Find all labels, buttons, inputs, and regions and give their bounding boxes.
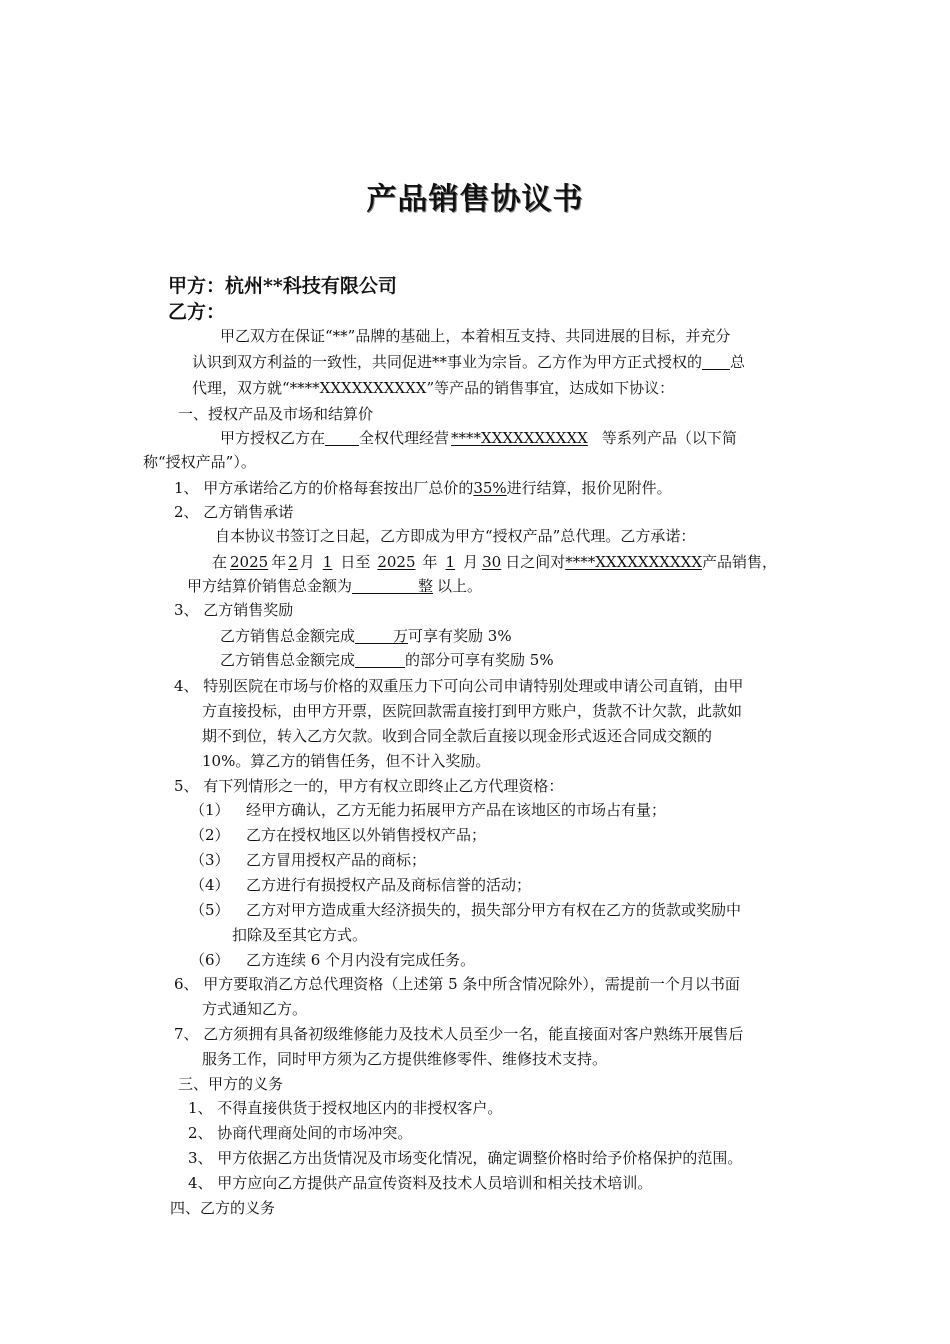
blank-field [355,652,405,668]
item-6-line-2: 方式通知乙方。 [202,1000,308,1018]
section-1-line-2: 称“授权产品”）。 [143,453,256,471]
intro-line-3: 代理，双方就“****XXXXXXXXXX”等产品的销售事宜，达成如下协议： [192,379,675,397]
item-3-heading: 3、 乙方销售奖励 [174,601,294,619]
item-5-sub-6: （6） 乙方连续 6 个月内没有完成任务。 [190,951,476,969]
section-3-item-4: 4、 甲方应向乙方提供产品宣传资料及技术人员培训和相关技术培训。 [188,1174,653,1192]
item-5-sub-1: （1） 经甲方确认，乙方无能力拓展甲方产品在该地区的市场占有量； [190,801,667,819]
blank-field [355,628,393,644]
item-5-sub-3: （3） 乙方冒用授权产品的商标； [190,851,427,869]
document-title: 产品销售协议书 [366,182,584,217]
item-3-line-2: 乙方销售总金额完成 的部分可享有奖励 5% [220,651,554,669]
intro-line-2: 认识到双方利益的一致性，共同促进**事业为宗旨。乙方作为甲方正式授权的 总 [192,353,746,371]
item-7-line-2: 服务工作，同时甲方须为乙方提供维修零件、维修技术支持。 [202,1050,608,1068]
section-3-item-2: 2、 协商代理商处间的市场冲突。 [188,1124,413,1142]
intro-line-1: 甲乙双方在保证“**”品牌的基础上，本着相互支持、共同进展的目标，并充分 [220,327,731,345]
section-3-heading: 三、甲方的义务 [178,1075,284,1093]
item-4-line-2: 方直接投标，由甲方开票，医院回款需直接打到甲方账户，货款不计欠款，此款如 [202,702,743,720]
item-2-line-1: 自本协议书签订之日起，乙方即成为甲方“授权产品”总代理。乙方承诺： [215,527,696,545]
item-2-date-line: 在 2025 年 2 月 1 日至 2025 年 1 月 30 日之间对****XXXXXXXXXX产品销售， [212,553,778,571]
item-5-sub-5: （5） 乙方对甲方造成重大经济损失的，损失部分甲方有权在乙方的货款或奖励中 [190,901,742,919]
blank-field [702,354,730,370]
item-5-sub-5-cont: 扣除及至其它方式。 [232,926,368,944]
item-1: 1、 甲方承诺给乙方的价格每套按出厂总价的35%进行结算，报价见附件。 [174,479,672,497]
product-code: ****XXXXXXXXXX [451,429,588,447]
blank-field [325,430,359,446]
settlement-percent: 35% [473,479,507,497]
party-a: 甲方：杭州**科技有限公司 [168,275,397,297]
section-1-heading: 一、授权产品及市场和结算价 [178,405,374,423]
item-5-sub-2: （2） 乙方在授权地区以外销售授权产品； [190,826,487,844]
item-5-sub-4: （4） 乙方进行有损授权产品及商标信誉的活动； [190,876,532,894]
item-2-line-3: 甲方结算价销售总金额为 整 以上。 [187,577,483,595]
item-2-heading: 2、 乙方销售承诺 [174,503,294,521]
section-4-heading: 四、乙方的义务 [170,1199,276,1217]
blank-field [352,578,418,594]
item-7-line-1: 7、 乙方须拥有具备初级维修能力及技术人员至少一名，能直接面对客户熟练开展售后 [174,1025,744,1043]
item-4-line-3: 期不到位，转入乙方欠款。收到合同全款后直接以现金形式返还合同成交额的 [202,727,713,745]
party-b: 乙方： [168,301,226,323]
product-code: ****XXXXXXXXXX [565,553,703,571]
item-4-line-4: 10%。算乙方的销售任务，但不计入奖励。 [202,752,491,770]
item-6-line-1: 6、 甲方要取消乙方总代理资格（上述第 5 条中所含情况除外），需提前一个月以书面 [174,975,740,993]
section-3-item-1: 1、 不得直接供货于授权地区内的非授权客户。 [188,1099,503,1117]
item-5-heading: 5、 有下列情形之一的，甲方有权立即终止乙方代理资格： [174,777,564,795]
section-1-line-1: 甲方授权乙方在 全权代理经营 ****XXXXXXXXXX 等系列产品（以下简 [220,429,737,447]
item-4-line-1: 4、 特别医院在市场与价格的双重压力下可向公司申请特别处理或申请公司直销，由甲 [174,677,744,695]
item-3-line-1: 乙方销售总金额完成 万可享有奖励 3% [220,627,512,645]
section-3-item-3: 3、 甲方依据乙方出货情况及市场变化情况，确定调整价格时给予价格保护的范围。 [188,1149,743,1167]
